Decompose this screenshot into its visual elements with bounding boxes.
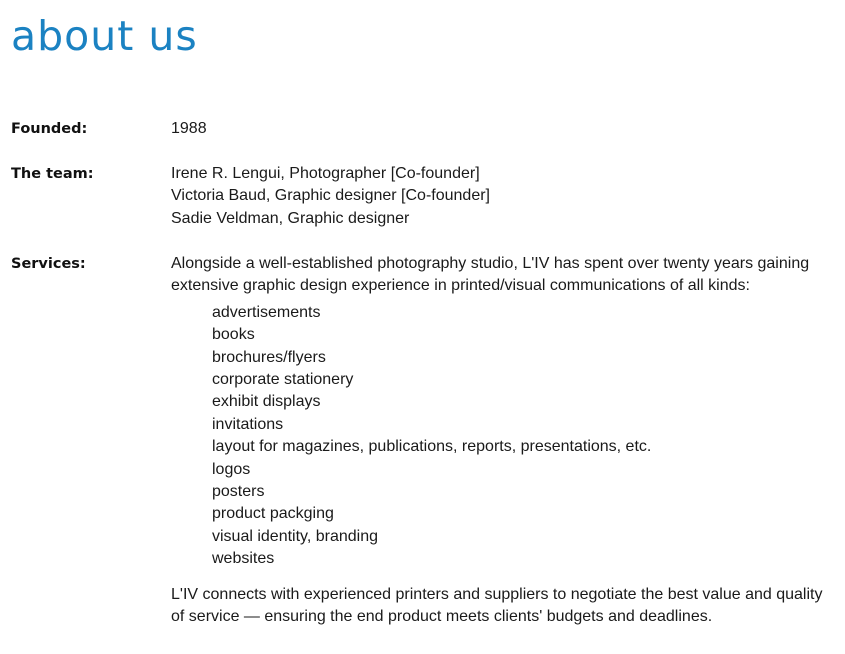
services-closing: L'IV connects with experienced printers and suppliers to negotiate the best value and quality of service — ensuring the end product meets clients' budgets and deadlines. bbox=[171, 585, 823, 626]
service-item: logos bbox=[212, 460, 251, 478]
founded-value: 1988 bbox=[171, 120, 207, 137]
service-item: advertisements bbox=[212, 303, 321, 321]
service-item: visual identity, branding bbox=[212, 527, 379, 545]
service-item: books bbox=[212, 326, 255, 344]
team-members bbox=[171, 163, 831, 230]
services-content bbox=[171, 253, 831, 629]
page-title: about us bbox=[11, 12, 198, 60]
team-label: The team: bbox=[11, 166, 94, 182]
services-list bbox=[171, 302, 831, 571]
services-intro: Alongside a well-established photography studio, L'IV has spent over twenty years gaining extensive graphic design experience in printed/visual communications of all kinds: bbox=[171, 255, 810, 295]
service-item: brochures/flyers bbox=[212, 348, 326, 366]
service-item: websites bbox=[212, 550, 275, 568]
service-item: product packging bbox=[212, 505, 334, 523]
service-item: corporate stationery bbox=[212, 371, 354, 389]
service-item: layout for magazines, publications, reports, presentations, etc. bbox=[212, 438, 652, 456]
team-member: Sadie Veldman, Graphic designer bbox=[171, 209, 410, 227]
services-label: Services: bbox=[11, 256, 86, 272]
team-member: Victoria Baud, Graphic designer [Co-founder] bbox=[171, 187, 490, 205]
service-item: exhibit displays bbox=[212, 393, 321, 411]
team-member: Irene R. Lengui, Photographer [Co-founder] bbox=[171, 165, 480, 182]
service-item: invitations bbox=[212, 415, 284, 433]
service-item: posters bbox=[212, 483, 265, 501]
founded-label: Founded: bbox=[11, 121, 88, 137]
